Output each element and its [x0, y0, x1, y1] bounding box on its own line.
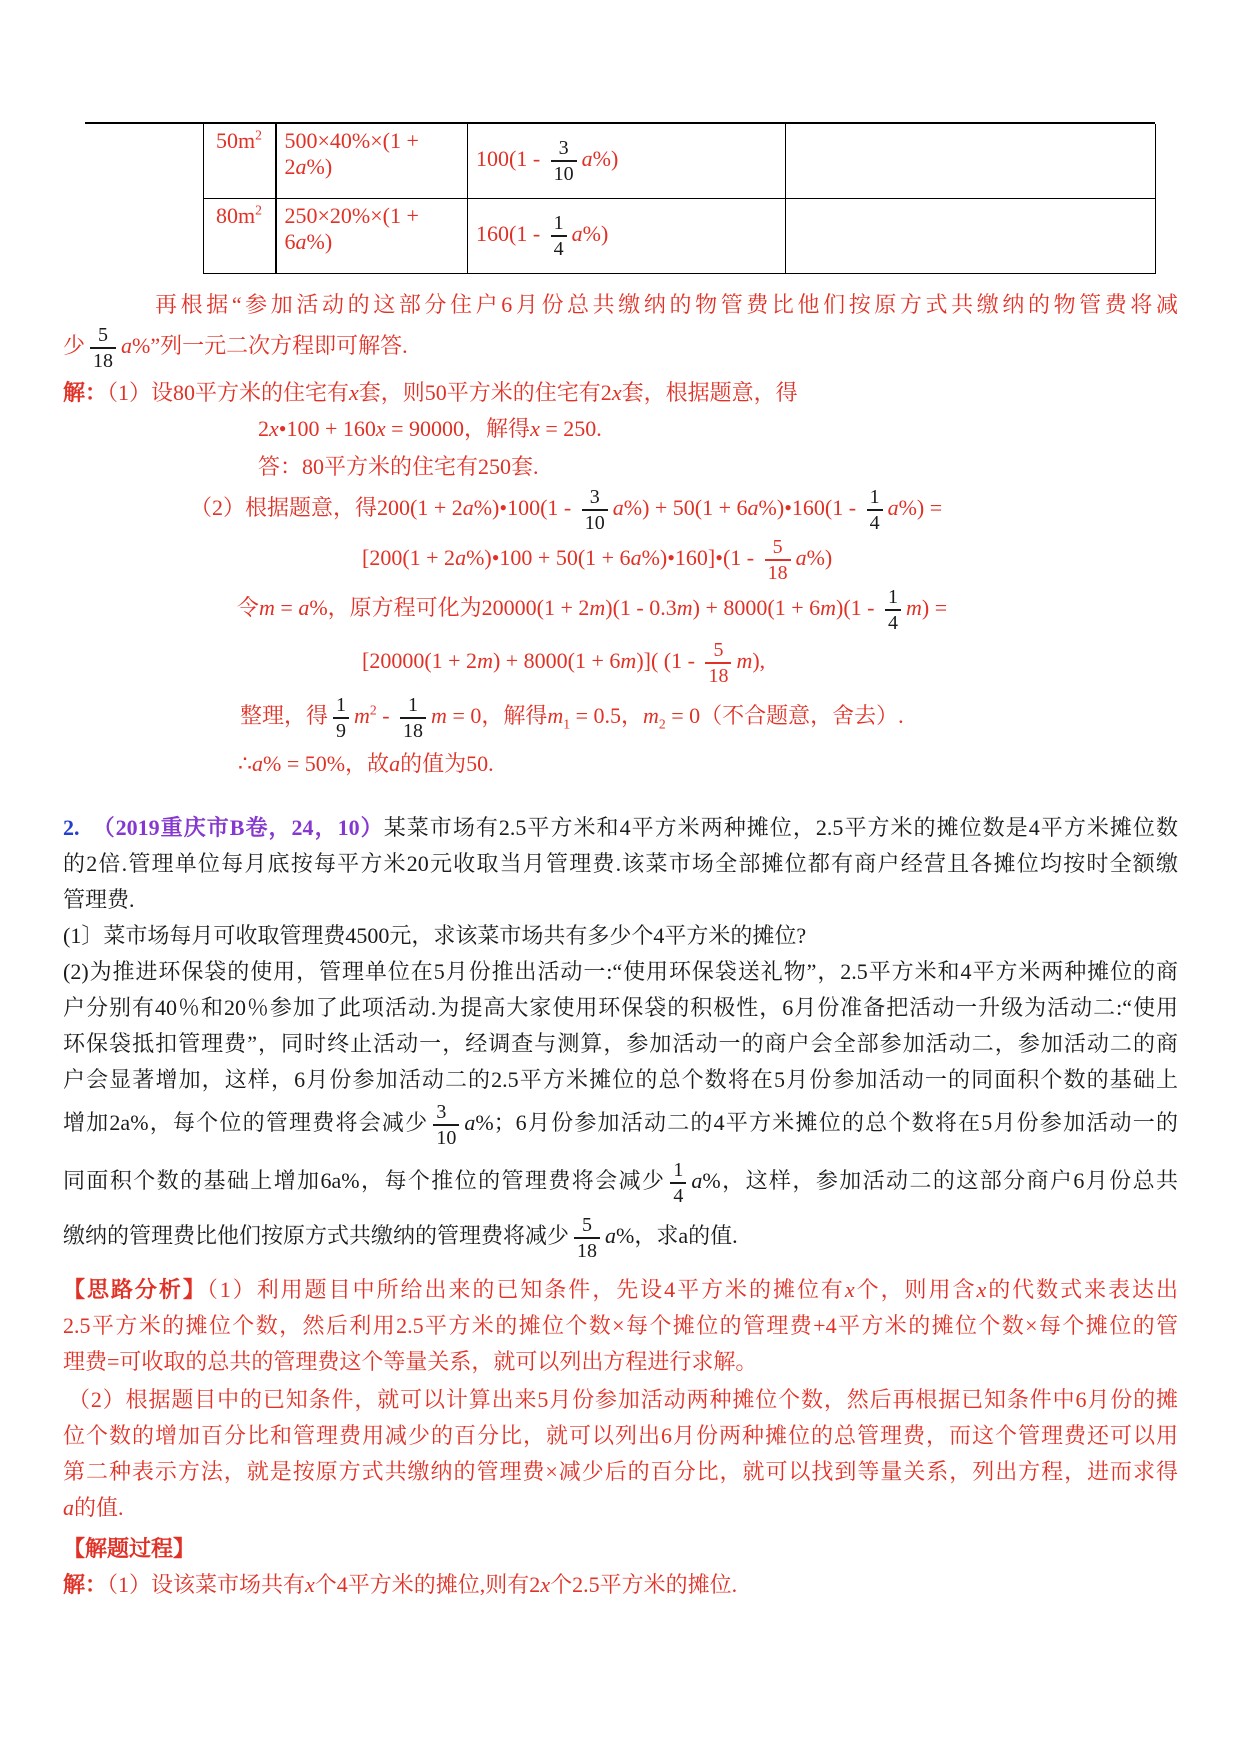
- table-row: [204, 199, 1156, 274]
- solution1-step2-equation: （2）根据题意，得200(1 + 2a%)•100(1 - $\frac{3}{10}$ a%) + 50(1 + 6a%)•160(1 - $\frac{1}{4}$ a%) =: [190, 486, 943, 534]
- problem2-question2-line: 户分别有40％和20％参加了此项活动.为提高大家使用环保袋的积极性，6月份准备把活动一升级为活动二:“使用: [63, 995, 1178, 1020]
- cell-expression-fraction: 100(1 - $\frac{3}{10}$ a%): [468, 124, 786, 199]
- problem2-question2-line: 缴纳的管理费比他们按原方式共缴纳的管理费将减少 $\frac{5}{18}$ a%，求a的值.: [63, 1214, 738, 1262]
- analysis-line: （2）根据题目中的已知条件，就可以计算出来5月份参加活动两种摊位个数，然后再根据已知条件中6月份的摊: [68, 1387, 1178, 1412]
- substitution-line: 令m = a%，原方程可化为20000(1 + 2m)(1 - 0.3m) + 8000(1 + 6m)(1 - $\frac{1}{4}$ m) =: [237, 586, 948, 634]
- problem2-question2-line: (2)为推进环保袋的使用，管理单位在5月份推出活动一:“使用环保袋送礼物”，2.5平方米和4平方米两种摊位的商: [63, 959, 1178, 984]
- problem2-statement: [63, 810, 1178, 1263]
- analysis-block: [63, 1272, 1178, 1380]
- problem2-question2-line: 环保袋抵扣管理费”，同时终止活动一，经调查与测算，参加活动一的商户会全部参加活动二，参加活动二的商: [63, 1031, 1178, 1056]
- answer-line: 答：80平方米的住宅有250套.: [258, 454, 539, 479]
- cell-empty: [786, 199, 1156, 274]
- solution1-step1: 解：（1）设80平方米的住宅有x套，则50平方米的住宅有2x套，根据题意，得: [63, 380, 798, 405]
- row-label-50m2: $50m^2$: [204, 124, 276, 199]
- analysis-line: 【思路分析】（1）利用题目中所给出来的已知条件，先设4平方米的摊位有x个，则用含x的代数式来表达出: [63, 1277, 1178, 1302]
- process-step1: 解：（1）设该菜市场共有x个4平方米的摊位,则有2x个2.5平方米的摊位.: [63, 1572, 738, 1597]
- analysis-line: 第二种表示方法，就是按原方式共缴纳的管理费×减少后的百分比，就可以找到等量关系，列出方程，进而求得: [63, 1459, 1178, 1484]
- problem2-question2-line: 增加2a%，每个位的管理费将会减少 $\frac{3}{10}$ a%；6月份参加活动二的4平方米摊位的总个数将在5月份参加活动一的: [63, 1101, 1178, 1149]
- cell-expression: 500×40%×(1 + 2a%): [276, 124, 468, 199]
- equation-bracket-1: [200(1 + 2a%)•100 + 50(1 + 6a%)•160]•(1 - $\frac{5}{18}$ a%): [362, 536, 833, 584]
- cell-empty: [786, 124, 1156, 199]
- problem2-question1: (1〕菜市场每月可收取管理费4500元，求该菜市场共有多少个4平方米的摊位?: [63, 923, 807, 948]
- problem2-intro-line: 的2倍.管理单位每月底按每平方米20元收取当月管理费.该菜市场全部摊位都有商户经营且各摊位均按时全额缴: [63, 851, 1178, 876]
- analysis-line: 2.5平方米的摊位个数，然后利用2.5平方米的摊位个数×每个摊位的管理费+4平方米的摊位个数×每个摊位的管: [63, 1313, 1178, 1338]
- row-label-80m2: $80m^2$: [204, 199, 276, 274]
- problem2-intro-line: 管理费.: [63, 887, 135, 912]
- problem2-question2-line: 同面积个数的基础上增加6a%，每个推位的管理费将会减少 $\frac{1}{4}$ a%，这样，参加活动二的这部分商户6月份总共: [63, 1159, 1179, 1207]
- problem2-intro-line: 2. （2019重庆市B卷，24，10）某菜市场有2.5平方米和4平方米两种摊位，2.5平方米的摊位数是4平方米摊位数: [63, 815, 1178, 840]
- explanation-line-2: 少 $\frac{5}{18}$ a%”列一元二次方程即可解答.: [63, 324, 408, 372]
- solution-table: [203, 124, 1156, 274]
- analysis-block-2: [63, 1382, 1178, 1526]
- analysis-line: 理费=可收取的总共的管理费这个等量关系，就可以列出方程进行求解。: [63, 1349, 758, 1374]
- process-title: 【解题过程】: [63, 1536, 196, 1561]
- conclusion-line: ∴a% = 50%，故a的值为50.: [238, 751, 494, 776]
- analysis-line: 位个数的增加百分比和管理费用减少的百分比，就可以列出6月份两种摊位的总管理费，而这个管理费还可以用: [63, 1423, 1178, 1448]
- cell-expression: 250×20%×(1 + 6a%): [276, 199, 468, 274]
- cell-expression-fraction: 160(1 - $\frac{1}{4}$ a%): [468, 199, 786, 274]
- simplify-line: 整理，得 $\frac{1}{9}$ $m^2$ - $\frac{1}{18}$ m = 0，解得$m_1 = 0.5$，$m_2 = 0$（不合题意，舍去）.: [240, 694, 904, 742]
- explanation-line-1: 再根据“参加活动的这部分住户6月份总共缴纳的物管费比他们按原方式共缴纳的物管费将减: [155, 292, 1178, 317]
- equation-line: 2x•100 + 160x = 90000，解得x = 250.: [258, 416, 602, 441]
- problem2-question2-line: 户会显著增加，这样，6月份参加活动二的2.5平方米摊位的总个数将在5月份参加活动一的同面积个数的基础上: [63, 1067, 1178, 1092]
- equation-bracket-2: [20000(1 + 2m) + 8000(1 + 6m)]( (1 - $\frac{5}{18}$ m),: [362, 639, 766, 687]
- analysis-line: a的值.: [63, 1495, 124, 1520]
- table-row: [204, 124, 1156, 199]
